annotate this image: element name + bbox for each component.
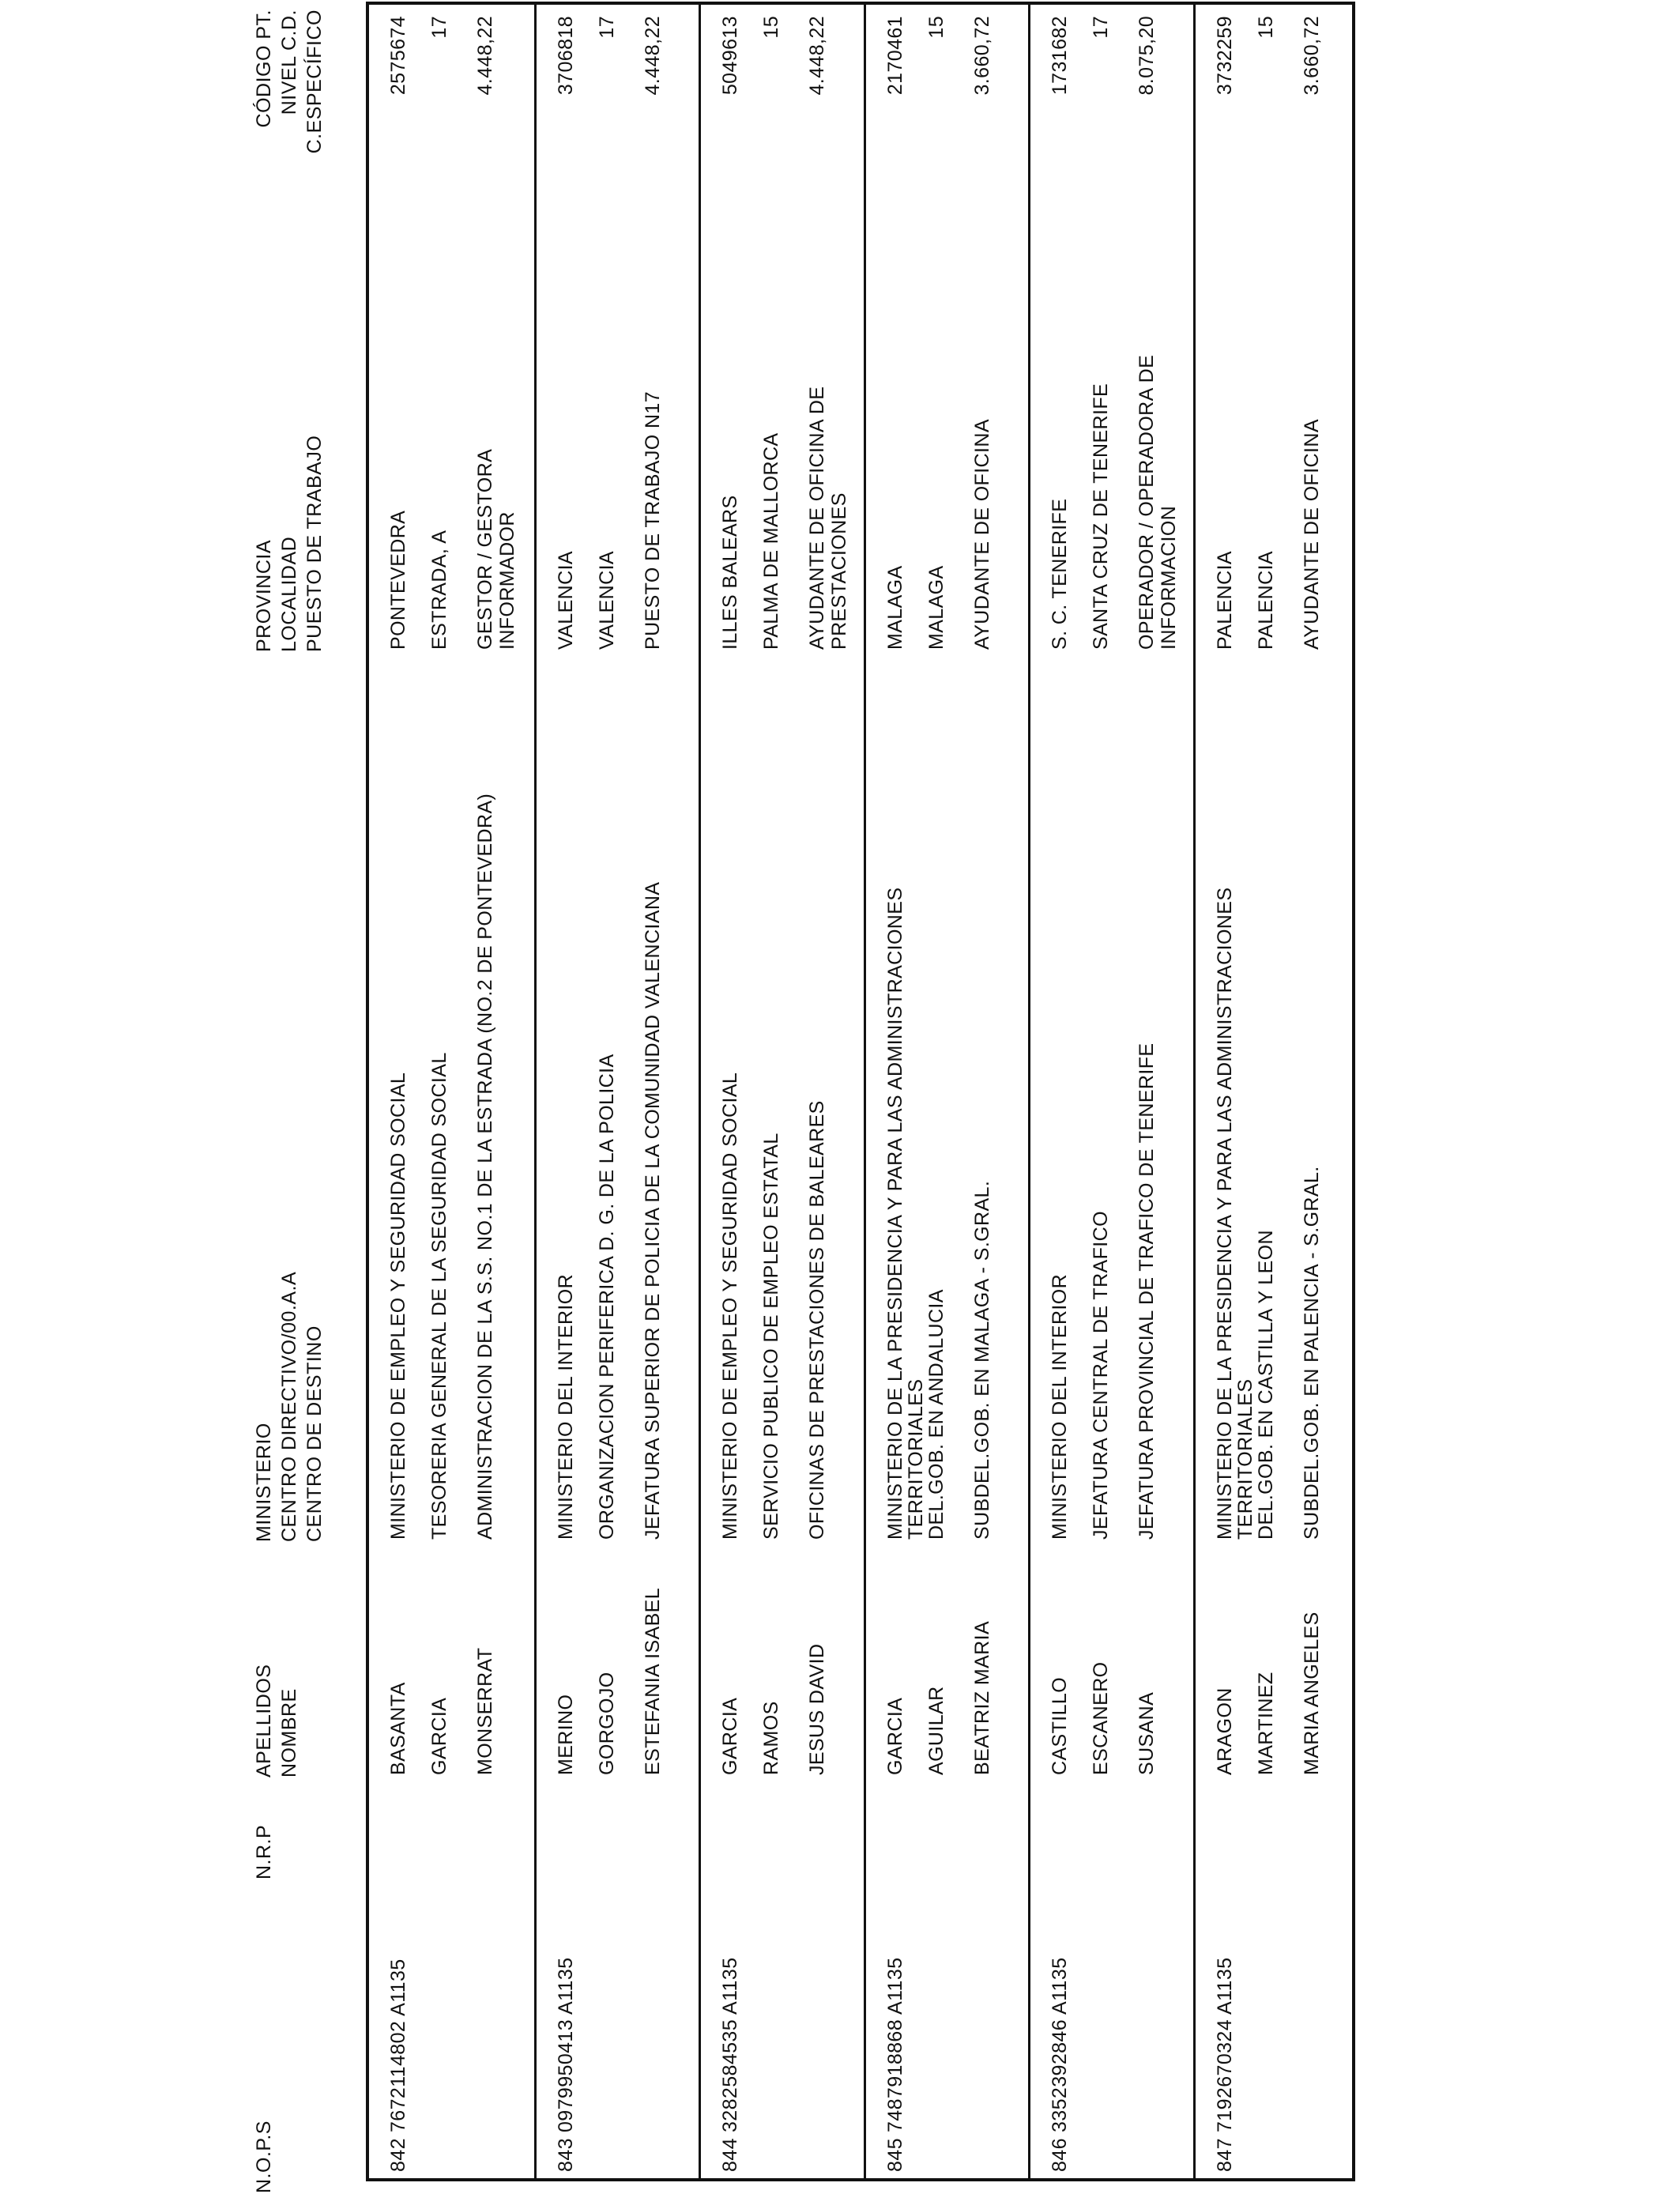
row-provincia-line: ESTRADA, A [428, 530, 450, 650]
table-row [534, 5, 702, 2178]
row-provincia-line: PRESTACIONES [828, 492, 850, 650]
row-codigo-line: 4.448,22 [806, 16, 828, 96]
row-apellidos-line: ESTEFANIA ISABEL [641, 1587, 664, 1775]
row-ministerio-line: MINISTERIO DEL INTERIOR [1049, 1273, 1071, 1540]
row-number-line: 844 [719, 2138, 741, 2172]
header-ministerio: MINISTERIO CENTRO DIRECTIVO/00.A.A CENTRO DE DESTINO [253, 1271, 326, 1542]
row-provincia-line: ILLES BALEARS [719, 495, 741, 650]
row-apellidos-line: RAMOS [760, 1701, 782, 1775]
row-ministerio-line: JEFATURA CENTRAL DE TRAFICO [1090, 1211, 1112, 1540]
row-nrp-line: 3352392846 A1135 [1049, 1957, 1071, 2132]
table-row [864, 5, 1031, 2178]
row-apellidos-line: JESUS DAVID [806, 1643, 828, 1775]
row-ministerio-line: JEFATURA PROVINCIAL DE TRAFICO DE TENERIFE [1136, 1042, 1158, 1540]
row-apellidos-line: ESCANERO [1090, 1661, 1112, 1775]
row-nrp-line: 7672114802 A1135 [387, 1958, 409, 2132]
row-apellidos-line: BEATRIZ MARIA [970, 1620, 993, 1775]
results-table [366, 2, 1355, 2181]
row-provincia-line: PONTEVEDRA [387, 510, 409, 650]
row-number-line: 846 [1049, 2138, 1071, 2172]
row-apellidos-line: CASTILLO [1049, 1676, 1071, 1775]
row-provincia-line: MALAGA [925, 565, 947, 650]
row-codigo-line: 4.448,22 [641, 16, 664, 96]
row-codigo-line: 15 [1254, 16, 1277, 39]
row-provincia-line: PALENCIA [1213, 550, 1236, 650]
row-ministerio-line: TERRITORIALES [904, 1378, 927, 1540]
row-ministerio-line: MINISTERIO DE LA PRESIDENCIA Y PARA LAS ADMINISTRACIONES [1213, 887, 1236, 1540]
row-codigo-line: 5049613 [719, 16, 741, 96]
header-nrp: N.R.P [253, 1824, 275, 1879]
header-nops: N.O.P.S [253, 2120, 275, 2193]
row-number-line: 842 [387, 2138, 409, 2172]
row-apellidos-line: GARCIA [719, 1697, 741, 1775]
row-ministerio-line: MINISTERIO DE LA PRESIDENCIA Y PARA LAS ADMINISTRACIONES [883, 887, 906, 1540]
row-provincia-line: PALENCIA [1254, 550, 1277, 650]
row-provincia-line: GESTOR / GESTORA [474, 448, 496, 650]
row-nrp-line: 7192670324 A1135 [1213, 1957, 1236, 2132]
row-nrp-line: 7487918868 A1135 [883, 1957, 906, 2132]
row-provincia-line: PUESTO DE TRABAJO N17 [641, 390, 664, 650]
row-apellidos-line: SUSANA [1136, 1691, 1158, 1775]
row-apellidos-line: ARAGON [1213, 1687, 1236, 1775]
header-apellidos: APELLIDOS NOMBRE [253, 1664, 300, 1777]
row-provincia-line: MALAGA [883, 565, 906, 650]
row-apellidos-line: MONSERRAT [474, 1647, 496, 1775]
row-provincia-line: OPERADOR / OPERADORA DE [1136, 354, 1158, 650]
table-row [369, 5, 534, 2178]
row-ministerio-line: MINISTERIO DEL INTERIOR [554, 1273, 577, 1540]
row-ministerio-line: JEFATURA SUPERIOR DE POLICIA DE LA COMUNIDAD VALENCIANA [641, 881, 664, 1540]
table-row [699, 5, 866, 2178]
row-ministerio-line: SUBDEL.GOB. EN PALENCIA - S.GRAL. [1300, 1166, 1323, 1540]
row-codigo-line: 17 [595, 16, 618, 39]
row-codigo-line: 1731682 [1049, 16, 1071, 96]
row-nrp-line: 3282584535 A1135 [719, 1957, 741, 2132]
row-provincia-line: AYUDANTE DE OFICINA [970, 419, 993, 650]
row-ministerio-line: ORGANIZACION PERIFERICA D. G. DE LA POLICIA [595, 1054, 618, 1540]
row-codigo-line: 3.660,72 [1300, 16, 1323, 96]
row-ministerio-line: ADMINISTRACION DE LA S.S. NO.1 DE LA ESTRADA (NO.2 DE PONTEVEDRA) [474, 793, 496, 1540]
row-provincia-line: SANTA CRUZ DE TENERIFE [1090, 383, 1112, 650]
header-provincia: PROVINCIA LOCALIDAD PUESTO DE TRABAJO [253, 435, 326, 652]
row-ministerio-line: TERRITORIALES [1234, 1378, 1256, 1540]
row-provincia-line: S. C. TENERIFE [1049, 498, 1071, 650]
row-provincia-line: VALENCIA [595, 550, 618, 650]
row-provincia-line: AYUDANTE DE OFICINA [1300, 419, 1323, 650]
row-ministerio-line: SERVICIO PUBLICO DE EMPLEO ESTATAL [760, 1133, 782, 1540]
row-codigo-line: 15 [760, 16, 782, 39]
row-apellidos-line: MARIA ANGELES [1300, 1612, 1323, 1775]
row-ministerio-line: SUBDEL.GOB. EN MALAGA - S.GRAL. [970, 1180, 993, 1540]
row-codigo-line: 17 [1090, 16, 1112, 39]
row-codigo-line: 3706818 [554, 16, 577, 96]
row-provincia-line: VALENCIA [554, 550, 577, 650]
row-codigo-line: 3.660,72 [970, 16, 993, 96]
row-provincia-line: INFORMACION [1158, 505, 1180, 650]
row-provincia-line: PALMA DE MALLORCA [760, 432, 782, 650]
row-codigo-line: 3732259 [1213, 16, 1236, 96]
row-apellidos-line: AGUILAR [925, 1686, 947, 1775]
row-apellidos-line: GARCIA [428, 1697, 450, 1775]
table-row [1193, 5, 1361, 2178]
header-codigo: CÓDIGO PT. NIVEL C.D. C.ESPECÍFICO [253, 9, 326, 154]
row-provincia-line: INFORMADOR [496, 511, 518, 650]
row-codigo-line: 2575674 [387, 16, 409, 96]
row-apellidos-line: MERINO [554, 1694, 577, 1775]
row-ministerio-line: TESORERIA GENERAL DE LA SEGURIDAD SOCIAL [428, 1052, 450, 1540]
row-number-line: 845 [883, 2138, 906, 2172]
row-apellidos-line: BASANTA [387, 1682, 409, 1775]
row-number-line: 847 [1213, 2138, 1236, 2172]
row-codigo-line: 15 [925, 16, 947, 39]
row-codigo-line: 4.448,22 [474, 16, 496, 96]
row-ministerio-line: OFICINAS DE PRESTACIONES DE BALEARES [806, 1100, 828, 1540]
row-number-line: 843 [554, 2138, 577, 2172]
row-codigo-line: 2170461 [883, 16, 906, 96]
row-codigo-line: 8.075,20 [1136, 16, 1158, 96]
row-nrp-line: 0979950413 A1135 [554, 1957, 577, 2132]
row-ministerio-line: DEL.GOB. EN CASTILLA Y LEON [1254, 1230, 1277, 1540]
row-ministerio-line: MINISTERIO DE EMPLEO Y SEGURIDAD SOCIAL [719, 1072, 741, 1540]
row-codigo-line: 17 [428, 16, 450, 39]
row-ministerio-line: MINISTERIO DE EMPLEO Y SEGURIDAD SOCIAL [387, 1072, 409, 1540]
table-row [1028, 5, 1196, 2178]
row-apellidos-line: GARCIA [883, 1697, 906, 1775]
row-provincia-line: AYUDANTE DE OFICINA DE [806, 386, 828, 650]
row-apellidos-line: MARTINEZ [1254, 1672, 1277, 1775]
row-apellidos-line: GORGOJO [595, 1672, 618, 1775]
row-ministerio-line: DEL.GOB. EN ANDALUCIA [925, 1289, 947, 1540]
